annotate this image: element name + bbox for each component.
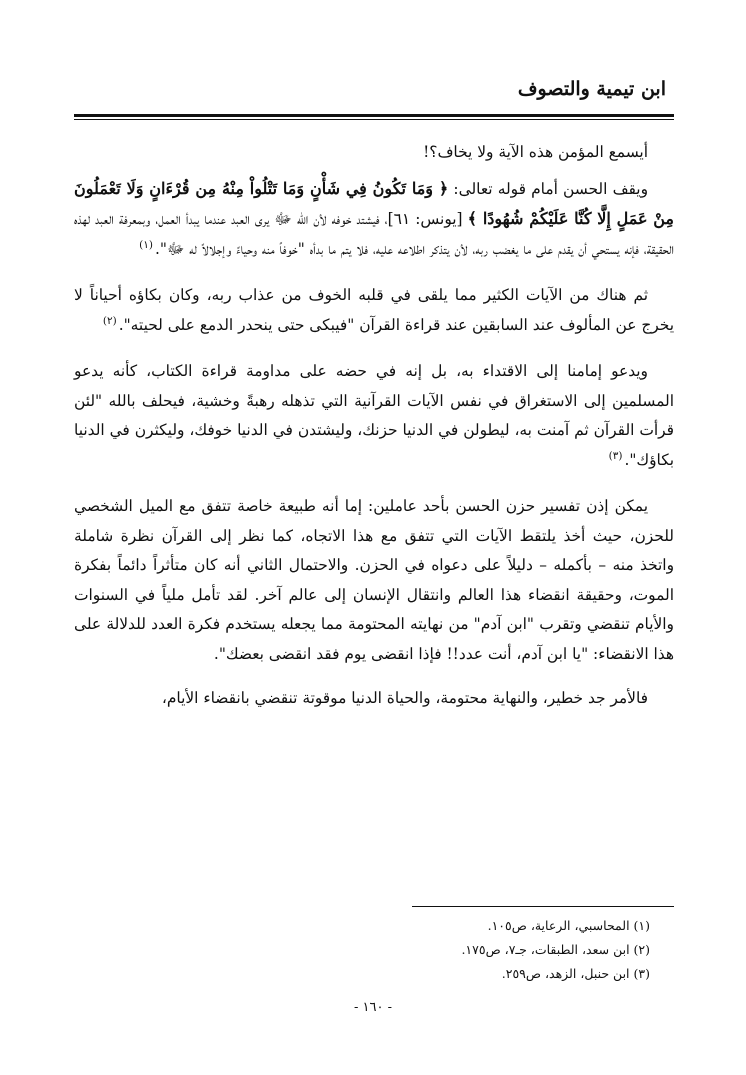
footnote-1: (١) المحاسبي، الرعاية، ص١٠٥. <box>487 918 650 933</box>
paragraph-6: فالأمر جد خطير، والنهاية محتومة، والحياة الدنيا موقوتة تنقضي بانقضاء الأيام، <box>161 689 648 707</box>
paragraph-3-text: ثم هناك من الآيات الكثير مما يلقى في قلبه الخوف من عذاب ربه، وكان بكاؤه أحياناً لا يخرج عن المألوف عند السابقين عند قراءة القرآن "فيبكى حتى ينحدر الدمع على لحيته". <box>74 286 674 334</box>
footnote-marker-1: (١) <box>139 238 154 251</box>
footnote-marker-2: (٢) <box>102 314 117 327</box>
paragraph-2-rest: [يونس: ٦١]، فيشتد خوفه لأن الله ﷻ يرى العبد عندما يبدأ العمل، وبمعرفة العبد لهذه الحقيقة، فإنه يستحي أن يقدم على ما يغضب ربه، لأن يتذكر اطلاعه عليه، فلا يتم ما بدأه "خوفاً منه وحياءً وإجلالاً له ﷻ". <box>74 210 674 258</box>
footnote-separator <box>412 906 674 907</box>
running-header-title: ابن تيمية والتصوف <box>517 78 666 100</box>
footnotes <box>250 914 650 986</box>
paragraph-1: أيسمع المؤمن هذه الآية ولا يخاف؟! <box>423 143 648 161</box>
paragraph-4-text: ويدعو إمامنا إلى الاقتداء به، بل إنه في حضه على مداومة قراءة الكتاب، كأنه يدعو المسلمين إلى الاستغراق في نفس الآيات القرآنية التي تذهله رهبةً وخشية، فيحلف بالله "لئن قرأت القرآن ثم آمنت به، ليطولن في الدنيا حزنك، وليشتدن في الدنيا خوفك، وليكثرن في الدنيا بكاؤك". <box>74 362 674 469</box>
paragraph-2-intro: ويقف الحسن أمام قوله تعالى: <box>448 179 649 198</box>
footnote-2: (٢) ابن سعد، الطبقات، جـ٧، ص١٧٥. <box>461 942 650 957</box>
header-rule-thin <box>74 119 674 120</box>
paragraph-4 <box>74 357 674 477</box>
footnote-marker-3: (٣) <box>608 449 623 462</box>
paragraph-2 <box>74 174 674 267</box>
main-text <box>74 138 674 729</box>
quran-verse: ﴿ وَمَا تَكُونُ فِي شَأْنٍ وَمَا تَتْلُواْ مِنْهُ مِن قُرْءَانٍ وَلَا تَعْمَلُونَ مِنْ عَمَلٍ إِلَّا كُنَّا عَلَيْكُمْ شُهُودًا ﴾ <box>74 178 675 228</box>
header-rule <box>74 114 674 117</box>
paragraph-3 <box>74 281 674 342</box>
paragraph-5: يمكن إذن تفسير حزن الحسن بأحد عاملين: إما أنه طبيعة خاصة تتفق مع الميل الشخصي للحزن، حيث أخذ يلتقط الآيات التي تتفق مع هذا الاتجاه، كما نظر إلى القرآن نظرة شاملة واتخذ منه – بأكمله – دليلاً على دعواه في الحزن. والاحتمال الثاني أنه كان متأثراً دائماً بفكرة الموت، وحقيقة انقضاء هذا العالم وانتقال الإنسان إلى عالم آخر. لقد تأمل ملياً في السنوات والأيام تنقضي وتقرب "ابن آدم" من نهايته المحتومة مما يجعله يستخدم فكرة العدد للدلالة على هذا الانقضاء: "يا ابن آدم، أنت عدد!! فإذا انقضى يوم فقد انقضى بعضك". <box>74 497 674 663</box>
footnote-3: (٣) ابن حنبل، الزهد، ص٢٥٩. <box>501 966 650 981</box>
page-number: - ١٦٠ - <box>353 1000 392 1015</box>
